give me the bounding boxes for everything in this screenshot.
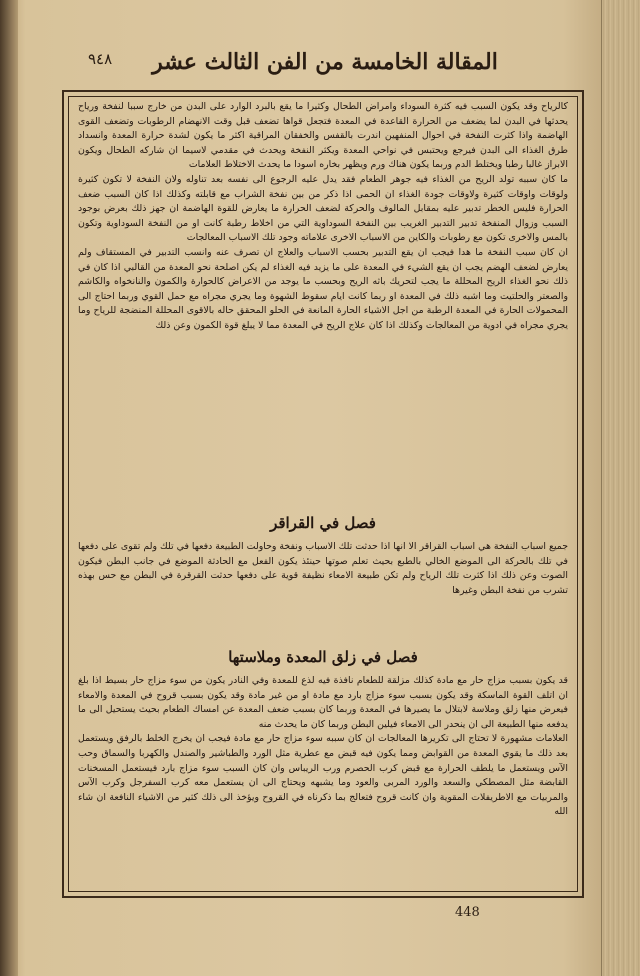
page-number: 448 xyxy=(455,905,480,920)
text-section-3 xyxy=(78,674,568,888)
binding-gutter xyxy=(0,0,18,976)
page-edges xyxy=(601,0,640,976)
paragraph: ان كان سبب النفخة ما هدا فيجب ان يقع التدبير بحسب الاسباب والعلاج ان تصرف عنه وانسب التدبير في المستقاف ولم يعارض لضعف الهضم يجب ان يقع الشيء في المعدة على ما يزيد فيه الغذاء لم يكن اصلحة نحو المعدة من القالبي اذا كان في ذلك نحو الغذاء الريح المحللة ما يجب لتحريك باثه الريح وبحسب ما يوجد من الاعراض كالحوارة والكمون والنانخواه والكاشم والصعتر والحلتيت وما اشبه ذلك في المعدة او ربما كانت ايام سقوط الشهوة وما يجري مجراه مع حمل القوي وربما احتاج الى المحمولات الحارة في المعدة الرطبة من اجل الاشياء الحارة المانعة في الحلو المحقق حاله بالاقوى المحللة المنضجة للرياح وما يجري مجراه في ادوية من المعالجات وكذلك اذا كان علاج الريح في المعدة مما لا يبلغ قوة الكمون وعن ذلك xyxy=(78,246,568,331)
text-section-1 xyxy=(78,100,568,510)
section-heading-zalaq: فصل في زلق المعدة وملاستها xyxy=(228,648,418,666)
paragraph: جميع اسباب النفخة هي اسباب القراقر الا انها اذا حدثت تلك الاسباب ونفخة وحاولت الطبيعة دفعها في تلك ولم تقوى على دفعها في تلك بالحركة الى الموضع الخالي بالطبع بحيث تعلم صوتها حينئذ يكون الفعل مع الحادثة الموضع في جانب البطن فيكون الصوت وعن ذلك اذا كثرت تلك الرياح ولم تكن طبيعة الامعاء نظيفة قوية على دفعها حدثت القرقرة في البطن مع حس بهذه تشرب من نفخة البطن وغيرها xyxy=(78,541,568,596)
paragraph: العلامات مشهورة لا تحتاج الى تكريرها المعالجات ان كان سببه سوء مزاج حار مع مادة فيجب ان يخرج الخلط بالرفق ويستعمل بعد ذلك ما يقوي المعدة من القوابض ومما يكون فيه قبض مع عطرية مثل الورد والطباشير والصندل والكهربا والسماق وحب الآس ويستعمل ما يلطف الحرارة مع قبض كرب الحصرم ورب الريباس وان كان السبب سوء مزاج بارد فيستعمل المسخنات القابضة مثل المصطكي والسعد والورد المربى والعود وما يشبهه ويحتاج الى ان يستعمل معه كرب السفرجل وكرب الآس والمربيات مع الاطريفلات المقوية وان كانت قروح فتعالج بما ذكرناه في القروح ويؤخذ الى ذلك كثير من الاشياء النافعة ان شاء الله xyxy=(78,733,568,818)
running-head xyxy=(70,44,580,80)
running-head-title: المقالة الخامسة من الفن الثالث عشر xyxy=(152,49,498,75)
folio-number: ٩٤٨ xyxy=(88,50,113,68)
text-section-2 xyxy=(78,540,568,640)
text-frame xyxy=(62,90,584,898)
paragraph: كالرياح وقد يكون السبب فيه كثرة السوداء وامراض الطحال وكثيرا ما يقع بالبرد الوارد على البدن من خارج سببا لنفخة ورياح يحدثها في البدن لما يضعف من الحرارة القاعدة في المعدة فتجعل قواها تضعف قبل وقت الانهضام الرطوبات وتضعف القوى الهاضمة واذا كثرت النفخة في احوال المنفهين اندرت بالقفس والخفقان المراقية اكثر ما يكون لشدة حرارة المعدة وانسداد طرق الغذاء الى البدن فيرجع ويحتبس في نواحي المعدة ويكثر النفخة ويحدث في مقدمي لاسيما ان شاركه الطحال ويكون الابراز غالبا رطبا ويختلط الدم وربما يكون هناك ورم ويظهر بخاره اسودا ما يحدث الاختلاط العلامات xyxy=(78,101,568,171)
paragraph: ما كان سببه تولد الريح من الغذاء فيه جوهر الطعام فقد يدل عليه الرجوع الى نفسه بعد تناوله ولان النفخة لا تكون كثيرة ولوقات واوقات كثيرة ولاوقات جودة الغذاء ان الحمى اذا ذكر من بين نفخة الشراب مع قابلته وكذلك اذا كان السبب ضعف الحرارة فليس الخطر تدبير عليه بمقابل المالوف والحركة لضعف الحرارة ما يعارض للقوة الهاضمة ان جهز ذلك بعرض بوجود السبب وزوال المنفخة تدبير التدبير الغريب بين النفخة السوداوية التي من اخلاط رطبة كانت او من النفخة السوداوية وتكون بالمس والاخرى تكون مع رطوبات والكاين من الاسباب الاخرى علاماته وجود تلك الاسباب المعالجات xyxy=(78,173,568,244)
paragraph: قد يكون بسبب مزاج حار مع مادة كذلك مزلقة للطعام نافذة فيه لذع للمعدة وفي النادر يكون من سوء مزاج حار بسيط اذا بلغ ان اتلف القوة الماسكة وقد يكون بسبب سوء مزاج بارد مع مادة او من غير مادة وقد يكون بسبب قروح في المعدة والامعاء فيعرض منها زلق وملاسة لابتلال ما يصيرها في المعدة وربما كان بسبب ضعف المعدة عن امساك الطعام بحيث يستحيل الى ما يدفعه منها الطبيعة الى ان ينحدر الى الامعاء فيلين البطن وربما كان ما يحدث منه xyxy=(78,675,568,730)
section-heading-qaraqir: فصل في القراقر xyxy=(270,514,376,532)
